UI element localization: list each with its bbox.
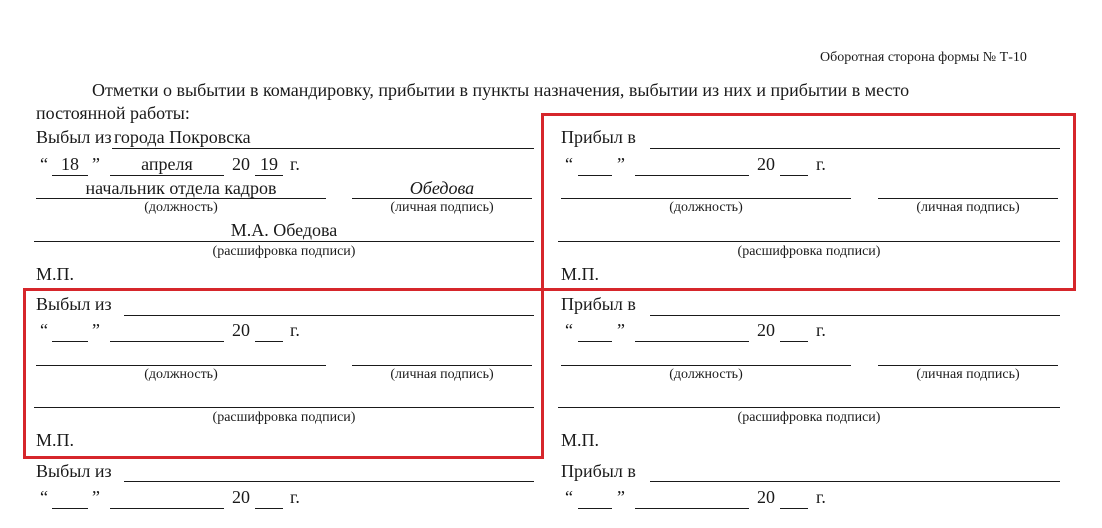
- quote-close: ”: [92, 154, 100, 174]
- arrived-label: Прибыл в: [561, 127, 636, 147]
- quote-open: “: [565, 320, 573, 340]
- position-caption: (должность): [669, 200, 743, 215]
- quote-close: ”: [92, 320, 100, 340]
- departed-label: Выбыл из: [36, 294, 112, 314]
- form-side-note: Оборотная сторона формы № Т-10: [820, 50, 1027, 65]
- year-prefix: 20: [232, 487, 250, 507]
- arrived-place-line: [650, 315, 1060, 316]
- intro-text-line1: Отметки о выбытии в командировку, прибытии в пункты назначения, выбытии из них и прибытии в место: [92, 80, 910, 100]
- quote-close: ”: [617, 154, 625, 174]
- decryption-line: [558, 407, 1060, 408]
- year-prefix: 20: [232, 320, 250, 340]
- signature-caption: (личная подпись): [390, 200, 494, 215]
- year-suffix: г.: [816, 320, 826, 340]
- departed-place-line: [124, 481, 534, 482]
- decryption-line: [34, 241, 534, 242]
- decryption-caption: (расшифровка подписи): [212, 244, 356, 259]
- departed-label: Выбыл из: [36, 127, 112, 147]
- year-suffix: г.: [816, 487, 826, 507]
- month-line: [635, 508, 749, 509]
- quote-open: “: [40, 487, 48, 507]
- signature-value: Обедова: [409, 178, 475, 198]
- day-value: 18: [61, 154, 79, 174]
- signature-caption: (личная подпись): [390, 367, 494, 382]
- quote-close: ”: [617, 320, 625, 340]
- stamp-label: М.П.: [36, 264, 75, 284]
- position-caption: (должность): [144, 367, 218, 382]
- quote-open: “: [565, 154, 573, 174]
- signature-line: [878, 365, 1058, 366]
- year-suffix: г.: [816, 154, 826, 174]
- departed-place-line: [112, 148, 534, 149]
- month-line: [110, 508, 224, 509]
- stamp-label: М.П.: [561, 264, 600, 284]
- stamp-label: М.П.: [36, 430, 75, 450]
- day-line: [52, 175, 88, 176]
- day-line: [578, 341, 612, 342]
- departed-place-value: города Покровска: [114, 127, 251, 147]
- day-line: [578, 508, 612, 509]
- year-suffix: г.: [290, 154, 300, 174]
- arrived-label: Прибыл в: [561, 461, 636, 481]
- position-line: [36, 198, 326, 199]
- position-caption: (должность): [144, 200, 218, 215]
- year-prefix: 20: [232, 154, 250, 174]
- quote-open: “: [40, 154, 48, 174]
- quote-close: ”: [617, 487, 625, 507]
- decryption-caption: (расшифровка подписи): [737, 410, 881, 425]
- quote-open: “: [565, 487, 573, 507]
- intro-text-line2: постоянной работы:: [36, 103, 190, 123]
- year-suffix: г.: [290, 487, 300, 507]
- arrived-place-line: [650, 481, 1060, 482]
- year-line: [780, 508, 808, 509]
- decryption-caption: (расшифровка подписи): [212, 410, 356, 425]
- year-suffix: г.: [290, 320, 300, 340]
- highlight-box-departure-2: [23, 288, 544, 459]
- position-caption: (должность): [669, 367, 743, 382]
- day-line: [52, 508, 88, 509]
- quote-open: “: [40, 320, 48, 340]
- signature-caption: (личная подпись): [916, 200, 1020, 215]
- year-line: [780, 341, 808, 342]
- position-line: [561, 365, 851, 366]
- month-value: апреля: [141, 154, 193, 174]
- position-value: начальник отдела кадров: [85, 178, 277, 198]
- year-prefix: 20: [757, 487, 775, 507]
- year-line: [255, 508, 283, 509]
- signature-line: [352, 198, 532, 199]
- month-line: [110, 175, 224, 176]
- year-value: 19: [260, 154, 278, 174]
- year-line: [255, 175, 283, 176]
- decryption-value: М.А. Обедова: [230, 220, 338, 240]
- quote-close: ”: [92, 487, 100, 507]
- signature-caption: (личная подпись): [916, 367, 1020, 382]
- month-line: [635, 341, 749, 342]
- decryption-caption: (расшифровка подписи): [737, 244, 881, 259]
- arrived-label: Прибыл в: [561, 294, 636, 314]
- year-prefix: 20: [757, 320, 775, 340]
- stamp-label: М.П.: [561, 430, 600, 450]
- departed-label: Выбыл из: [36, 461, 112, 481]
- highlight-box-arrival-1: [541, 113, 1076, 291]
- year-prefix: 20: [757, 154, 775, 174]
